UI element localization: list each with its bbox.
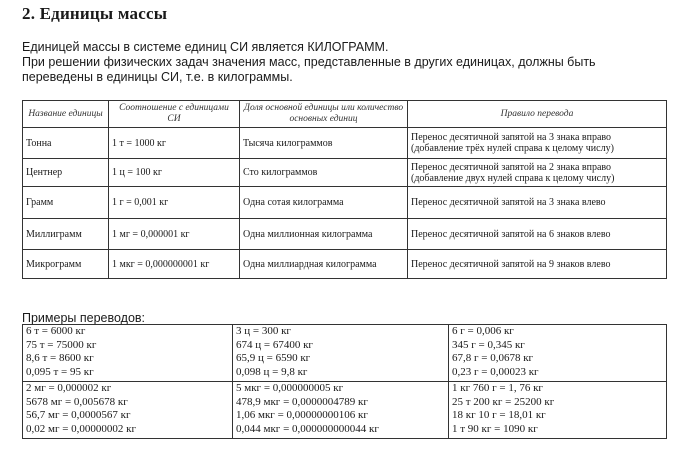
fraction: Тысяча килограммов <box>240 128 408 159</box>
example-line: 674 ц = 67400 кг <box>236 338 313 351</box>
table-row <box>23 128 667 159</box>
example-line: 6 т = 6000 кг <box>26 325 86 337</box>
table-row <box>23 382 667 439</box>
examples-cell <box>233 325 449 382</box>
fraction: Одна миллиардная килограмма <box>240 250 408 279</box>
examples-heading: Примеры переводов: <box>22 311 146 325</box>
conversion-rule: Перенос десятичной запятой на 3 знака вправо (добавление трёх нулей справа к целому числу) <box>408 128 667 159</box>
unit-name: Грамм <box>23 187 109 219</box>
examples-cell <box>23 382 233 439</box>
examples-cell <box>233 382 449 439</box>
fraction: Одна сотая килограмма <box>240 187 408 219</box>
example-line: 18 кг 10 г = 18,01 кг <box>452 409 546 421</box>
unit-name: Тонна <box>23 128 109 159</box>
conversion-rule: Перенос десятичной запятой на 9 знаков влево <box>408 250 667 279</box>
si-relation: 1 ц = 100 кг <box>109 159 240 187</box>
example-line: 5678 мг = 0,005678 кг <box>26 395 128 408</box>
example-line: 0,044 мкг = 0,000000000044 кг <box>236 422 379 435</box>
example-line: 1,06 мкг = 0,00000000106 кг <box>236 409 368 421</box>
unit-name: Микрограмм <box>23 250 109 279</box>
header-fraction: Доля основной единицы или количество основных единиц <box>240 101 408 128</box>
example-line: 0,02 мг = 0,00000002 кг <box>26 422 137 435</box>
conversion-examples-table <box>22 324 667 439</box>
example-line: 0,098 ц = 9,8 кг <box>236 365 308 378</box>
example-line: 6 г = 0,006 кг <box>452 325 514 337</box>
mass-units-table <box>22 100 667 279</box>
examples-cell <box>23 325 233 382</box>
intro-line: При решении физических задач значения масс, представленные в других единицах, должны быть <box>22 55 596 69</box>
example-line: 478,9 мкг = 0,0000004789 кг <box>236 395 368 408</box>
table-row <box>23 325 667 382</box>
examples-cell <box>449 325 667 382</box>
si-relation: 1 г = 0,001 кг <box>109 187 240 219</box>
example-line: 2 мг = 0,000002 кг <box>26 382 112 394</box>
example-line: 56,7 мг = 0,0000567 кг <box>26 409 131 421</box>
si-relation: 1 мг = 0,000001 кг <box>109 219 240 250</box>
conversion-rule: Перенос десятичной запятой на 3 знака влево <box>408 187 667 219</box>
conversion-rule: Перенос десятичной запятой на 2 знака вправо (добавление двух нулей справа к целому числу) <box>408 159 667 187</box>
example-line: 0,23 г = 0,00023 кг <box>452 365 539 378</box>
intro-paragraph <box>22 40 662 85</box>
section-title: 2. Единицы массы <box>22 4 168 23</box>
example-line: 3 ц = 300 кг <box>236 325 291 337</box>
si-relation: 1 мкг = 0,000000001 кг <box>109 250 240 279</box>
example-line: 67,8 г = 0,0678 кг <box>452 352 534 364</box>
example-line: 5 мкг = 0,000000005 кг <box>236 382 344 394</box>
conversion-rule: Перенос десятичной запятой на 6 знаков влево <box>408 219 667 250</box>
example-line: 75 т = 75000 кг <box>26 338 97 351</box>
example-line: 8,6 т = 8600 кг <box>26 352 94 364</box>
table-header-row <box>23 101 667 128</box>
table-row <box>23 219 667 250</box>
table-row <box>23 187 667 219</box>
header-si-relation: Соотношение с единицами СИ <box>109 101 240 128</box>
unit-name: Центнер <box>23 159 109 187</box>
examples-cell <box>449 382 667 439</box>
intro-line: Единицей массы в системе единиц СИ является КИЛОГРАММ. <box>22 40 389 54</box>
intro-line: переведены в единицы СИ, т.е. в килограммы. <box>22 70 293 84</box>
example-line: 25 т 200 кг = 25200 кг <box>452 395 555 408</box>
header-unit-name: Название единицы <box>23 101 109 128</box>
fraction: Одна миллионная килограмма <box>240 219 408 250</box>
example-line: 345 г = 0,345 кг <box>452 338 525 351</box>
header-conversion-rule: Правило перевода <box>408 101 667 128</box>
table-row <box>23 250 667 279</box>
table-row <box>23 159 667 187</box>
example-line: 65,9 ц = 6590 кг <box>236 352 311 364</box>
example-line: 0,095 т = 95 кг <box>26 365 94 378</box>
si-relation: 1 т = 1000 кг <box>109 128 240 159</box>
unit-name: Миллиграмм <box>23 219 109 250</box>
example-line: 1 т 90 кг = 1090 кг <box>452 422 538 435</box>
example-line: 1 кг 760 г = 1, 76 кг <box>452 382 543 394</box>
fraction: Сто килограммов <box>240 159 408 187</box>
